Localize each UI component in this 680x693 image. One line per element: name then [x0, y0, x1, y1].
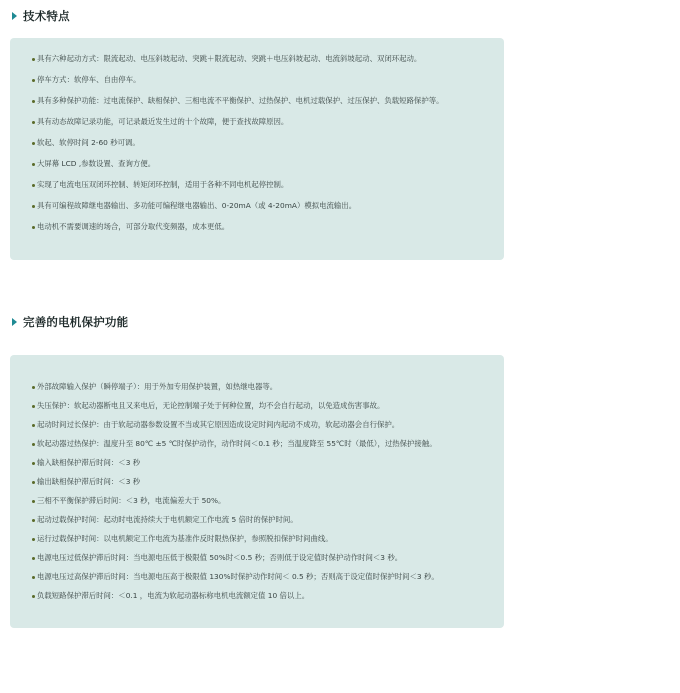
list-item-text: 输出缺相保护滞后时间：＜3 秒: [37, 477, 141, 486]
list-item-text: 起动时间过长保护：由于软起动器参数设置不当或其它原因造成设定时间内起动不成功，软起动器会自行保护。: [37, 420, 400, 429]
list-item-text: 软起、软停时间 2-60 秒可调。: [37, 138, 140, 147]
list-item: [32, 159, 504, 180]
list-item-text: 输入缺相保护滞后时间：＜3 秒: [37, 458, 141, 467]
bullet-dot-icon: [32, 100, 35, 103]
bullet-dot-icon: [32, 79, 35, 82]
bullet-dot-icon: [32, 386, 35, 389]
bullet-dot-icon: [32, 481, 35, 484]
list-item-text: 具有可编程故障继电器输出、多功能可编程继电器输出、0-20mA（或 4-20mA）模拟电流输出。: [37, 201, 357, 210]
bullet-dot-icon: [32, 58, 35, 61]
list-item: [32, 138, 504, 159]
list-item-text: 软起动器过热保护：温度升至 80℃ ±5 ℃时保护动作，动作时间＜0.1 秒；当温度降至 55℃时（最低），过热保护接触。: [37, 439, 437, 448]
section-title-text: 技术特点: [23, 9, 70, 23]
list-item-text: 运行过载保护时间：以电机额定工作电流为基准作反时限热保护，参照脱扣保护时间曲线。: [37, 534, 333, 543]
list-item-text: 具有动态故障记录功能，可记录最近发生过的十个故障，便于查找故障原因。: [37, 117, 289, 126]
list-item-text: 电源电压过高保护滞后时间：当电源电压高于极限值 130%时保护动作时间＜ 0.5 秒；否则高于设定值时保护时间＜3 秒。: [37, 572, 439, 581]
list-item: [32, 54, 504, 75]
list-item: [32, 534, 504, 553]
list-item: [32, 382, 504, 401]
triangle-bullet-icon: [12, 12, 17, 20]
list-item: [32, 96, 504, 117]
section-title-features: [12, 8, 70, 24]
bullet-dot-icon: [32, 462, 35, 465]
bullet-dot-icon: [32, 595, 35, 598]
list-item: [32, 420, 504, 439]
list-item-text: 外部故障输入保护（瞬停端子）：用于外加专用保护装置，如热继电器等。: [37, 382, 278, 391]
list-item-text: 起动过载保护时间：起动时电流持续大于电机额定工作电流 5 倍时的保护时间。: [37, 515, 298, 524]
list-item: [32, 591, 504, 610]
list-item: [32, 439, 504, 458]
list-item-text: 停车方式：软停车、自由停车。: [37, 75, 141, 84]
list-item-text: 电动机不需要调速的场合，可部分取代变频器，成本更低。: [37, 222, 230, 231]
list-item-text: 具有多种保护功能：过电流保护、缺相保护、三相电流不平衡保护、过热保护、电机过载保护、过压保护、负载短路保护等。: [37, 96, 444, 105]
list-item: [32, 75, 504, 96]
bullet-dot-icon: [32, 163, 35, 166]
bullet-dot-icon: [32, 443, 35, 446]
protection-card: [10, 355, 504, 628]
bullet-dot-icon: [32, 405, 35, 408]
section-title-protection: [12, 314, 128, 330]
list-item: [32, 401, 504, 420]
bullet-dot-icon: [32, 184, 35, 187]
section-title-text: 完善的电机保护功能: [23, 315, 129, 329]
list-item-text: 实现了电流电压双闭环控制、转矩闭环控制，适用于各种不同电机起停控制。: [37, 180, 289, 189]
list-item-text: 三相不平衡保护滞后时间：＜3 秒，电流偏差大于 50%。: [37, 496, 226, 505]
bullet-dot-icon: [32, 500, 35, 503]
bullet-dot-icon: [32, 519, 35, 522]
bullet-dot-icon: [32, 205, 35, 208]
list-item: [32, 496, 504, 515]
list-item: [32, 553, 504, 572]
list-item: [32, 515, 504, 534]
bullet-dot-icon: [32, 576, 35, 579]
bullet-dot-icon: [32, 424, 35, 427]
list-item-text: 负载短路保护滞后时间：＜0.1 ，电流为软起动器标称电机电流额定值 10 倍以上。: [37, 591, 310, 600]
list-item: [32, 180, 504, 201]
features-card: [10, 38, 504, 260]
list-item: [32, 222, 504, 243]
bullet-dot-icon: [32, 121, 35, 124]
list-item: [32, 572, 504, 591]
bullet-dot-icon: [32, 142, 35, 145]
bullet-dot-icon: [32, 538, 35, 541]
list-item-text: 具有六种起动方式：限流起动、电压斜坡起动、突跳＋限流起动、突跳＋电压斜坡起动、电流斜坡起动、双闭环起动。: [37, 54, 422, 63]
triangle-bullet-icon: [12, 318, 17, 326]
list-item-text: 电源电压过低保护滞后时间：当电源电压低于极限值 50%时＜0.5 秒；否则低于设定值时保护动作时间＜3 秒。: [37, 553, 403, 562]
bullet-dot-icon: [32, 557, 35, 560]
bullet-dot-icon: [32, 226, 35, 229]
list-item: [32, 201, 504, 222]
list-item: [32, 458, 504, 477]
list-item-text: 大屏幕 LCD ,参数设置、查询方便。: [37, 159, 156, 168]
list-item: [32, 477, 504, 496]
list-item-text: 失压保护：软起动器断电且又来电后，无论控制端子处于何种位置，均不会自行起动，以免造成伤害事故。: [37, 401, 385, 410]
list-item: [32, 117, 504, 138]
